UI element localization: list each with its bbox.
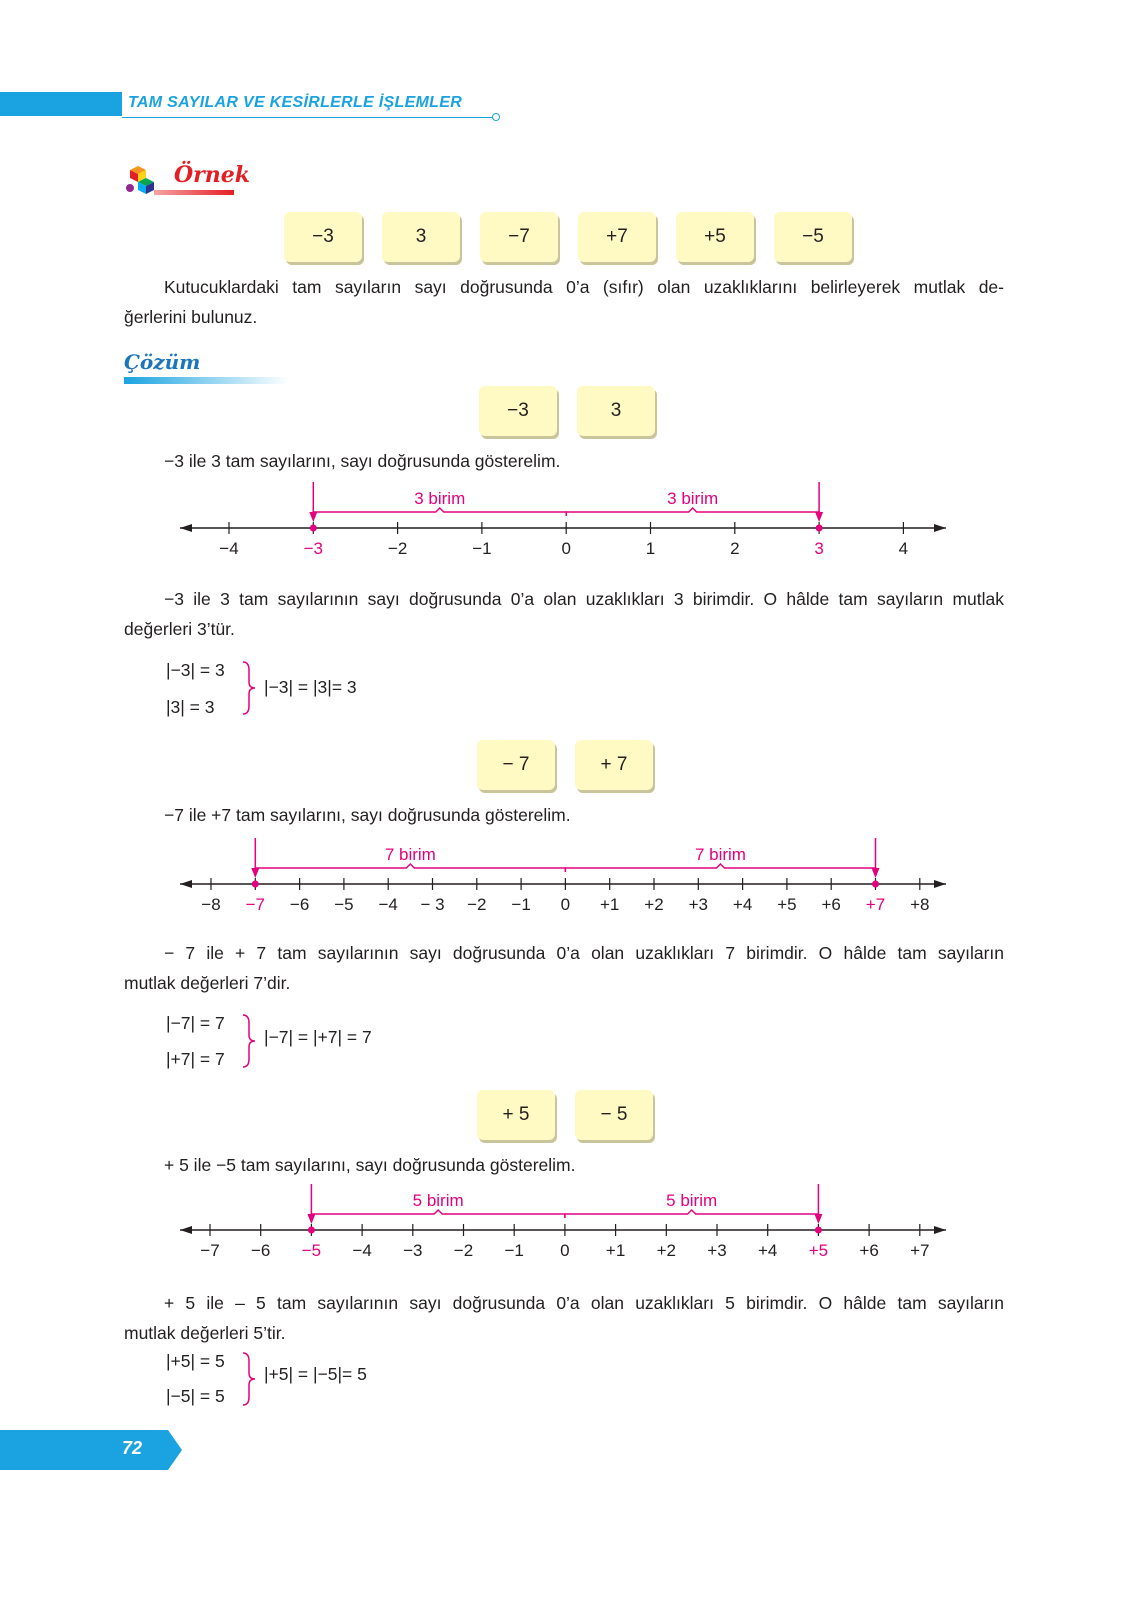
distance-brace xyxy=(565,1210,819,1218)
part1-intro: −3 ile 3 tam sayılarını, sayı doğrusunda gösterelim. xyxy=(164,451,561,471)
tick-label: +3 xyxy=(707,1241,727,1260)
tick-label: −6 xyxy=(251,1241,271,1260)
number-box: + 7 xyxy=(575,740,653,790)
tick-label: 0 xyxy=(560,1241,570,1260)
tick-label: −4 xyxy=(219,539,239,558)
part1-explanation: −3 ile 3 tam sayılarının sayı doğrusunda 0’a olan uzaklıkları 3 birimdir. O hâlde tam sayıların mutlak değerleri 3’tür. xyxy=(124,589,1004,639)
distance-brace xyxy=(313,508,566,516)
tick-label: +4 xyxy=(732,895,753,914)
abs-equation-result: |−7| = |+7| = 7 xyxy=(264,1027,372,1047)
chapter-title: TAM SAYILAR VE KESİRLERLE İŞLEMLER xyxy=(128,94,463,111)
tick-label: +2 xyxy=(656,1241,676,1260)
axis-arrow-left-icon xyxy=(180,880,192,888)
point-marker xyxy=(816,525,823,532)
tick-label: −2 xyxy=(467,895,487,914)
tick-label: +1 xyxy=(600,895,620,914)
page-number-tab xyxy=(0,1430,168,1470)
number-box: −7 xyxy=(480,212,558,262)
tick-label: −7 xyxy=(200,1241,220,1260)
tick-label: +5 xyxy=(808,1241,829,1260)
point-marker xyxy=(872,881,879,888)
abs-equation-result: |+5| = |−5|= 5 xyxy=(264,1364,367,1384)
abs-equation: |−7| = 7 xyxy=(166,1013,225,1033)
tick-label: +2 xyxy=(644,895,664,914)
tick-label: −8 xyxy=(201,895,221,914)
number-box: − 7 xyxy=(477,740,555,790)
number-box: +7 xyxy=(578,212,656,262)
point-marker xyxy=(815,1227,822,1234)
point-marker xyxy=(252,881,259,888)
distance-label: 7 birim xyxy=(384,845,436,864)
number-box: −3 xyxy=(479,386,557,436)
distance-label: 5 birim xyxy=(666,1191,718,1210)
number-box: 3 xyxy=(577,386,655,436)
tick-label: −4 xyxy=(352,1241,372,1260)
example-label: Örnek xyxy=(174,162,250,188)
brace-icon xyxy=(240,1013,258,1069)
number-box: + 5 xyxy=(477,1090,555,1140)
header-underline xyxy=(122,117,494,118)
number-line-3 xyxy=(0,478,1134,568)
tick-label: +8 xyxy=(910,895,930,914)
point-marker xyxy=(310,525,317,532)
number-box: +5 xyxy=(676,212,754,262)
number-box: −5 xyxy=(774,212,852,262)
example-heading xyxy=(124,162,250,198)
page-number-tab-arrow xyxy=(168,1430,182,1470)
part3-intro: + 5 ile −5 tam sayılarını, sayı doğrusunda gösterelim. xyxy=(164,1155,576,1175)
tick-label: −3 xyxy=(303,539,323,558)
number-line-7 xyxy=(0,836,1134,916)
tick-label: −2 xyxy=(453,1241,474,1260)
tick-label: −4 xyxy=(378,895,398,914)
number-box: −3 xyxy=(284,212,362,262)
solution-label: Çözüm xyxy=(124,350,201,374)
tick-label: +3 xyxy=(688,895,708,914)
tick-label: +6 xyxy=(821,895,841,914)
axis-arrow-right-icon xyxy=(934,1226,946,1234)
tick-label: 4 xyxy=(898,539,909,558)
part2-intro: −7 ile +7 tam sayılarını, sayı doğrusunda gösterelim. xyxy=(164,805,571,825)
number-box: − 5 xyxy=(575,1090,653,1140)
number-box: 3 xyxy=(382,212,460,262)
tick-label: 0 xyxy=(561,539,571,558)
axis-arrow-right-icon xyxy=(934,880,946,888)
tick-label: +1 xyxy=(605,1241,626,1260)
tick-label: − 3 xyxy=(420,895,445,914)
tick-label: −7 xyxy=(245,895,265,914)
point-marker xyxy=(308,1227,315,1234)
tick-label: −5 xyxy=(334,895,354,914)
tick-label: +5 xyxy=(777,895,797,914)
tick-label: −2 xyxy=(387,539,408,558)
example-heading-bar xyxy=(154,190,234,195)
tick-label: +7 xyxy=(910,1241,930,1260)
header-underline-dot xyxy=(492,113,500,121)
distance-brace xyxy=(255,864,565,872)
distance-brace xyxy=(566,508,819,516)
distance-label: 3 birim xyxy=(667,489,719,508)
axis-arrow-left-icon xyxy=(180,1226,192,1234)
solution-heading-bar xyxy=(124,377,289,384)
part3-explanation: + 5 ile – 5 tam sayılarının sayı doğrusunda 0’a olan uzaklıkları 5 birimdir. O hâlde tam sayıların mutlak değerleri 5’tir. xyxy=(124,1293,1004,1343)
abs-equation: |+7| = 7 xyxy=(166,1049,225,1069)
part2-explanation: − 7 ile + 7 tam sayılarının sayı doğrusunda 0’a olan uzaklıkları 7 birimdir. O hâlde tam sayıların mutlak değerleri 7’dir. xyxy=(124,943,1004,993)
tick-label: 3 xyxy=(814,539,824,558)
tick-label: 2 xyxy=(730,539,740,558)
brace-icon xyxy=(240,660,258,716)
distance-brace xyxy=(311,1210,565,1218)
distance-label: 5 birim xyxy=(412,1191,464,1210)
axis-arrow-right-icon xyxy=(934,524,946,532)
abs-equation-result: |−3| = |3|= 3 xyxy=(264,677,357,697)
tick-label: 0 xyxy=(560,895,571,914)
tick-label: −3 xyxy=(403,1241,423,1260)
distance-brace xyxy=(565,864,875,872)
tick-label: −5 xyxy=(301,1241,322,1260)
tick-label: −6 xyxy=(289,895,310,914)
axis-arrow-left-icon xyxy=(180,524,192,532)
header-band-arrow xyxy=(108,92,122,116)
tick-label: −1 xyxy=(511,895,531,914)
brace-icon xyxy=(240,1351,258,1407)
tick-label: 1 xyxy=(645,539,656,558)
number-line-5 xyxy=(0,1184,1134,1264)
example-question: Kutucuklardaki tam sayıların sayı doğrusunda 0’a (sıfır) olan uzaklıklarını belirleyerek mutlak de- ğerlerini bulunuz. xyxy=(124,277,1004,327)
header-band xyxy=(0,92,122,116)
distance-label: 7 birim xyxy=(694,845,746,864)
abs-equation: |−5| = 5 xyxy=(166,1386,225,1406)
tick-label: +7 xyxy=(865,895,886,914)
abs-equation: |3| = 3 xyxy=(166,697,215,717)
tick-label: +6 xyxy=(859,1241,879,1260)
distance-label: 3 birim xyxy=(414,489,466,508)
page-number: 72 xyxy=(122,1438,143,1458)
abs-equation: |−3| = 3 xyxy=(166,660,225,680)
tick-label: +4 xyxy=(758,1241,778,1260)
abs-equation: |+5| = 5 xyxy=(166,1351,225,1371)
tick-label: −1 xyxy=(504,1241,524,1260)
tick-label: −1 xyxy=(472,539,492,558)
